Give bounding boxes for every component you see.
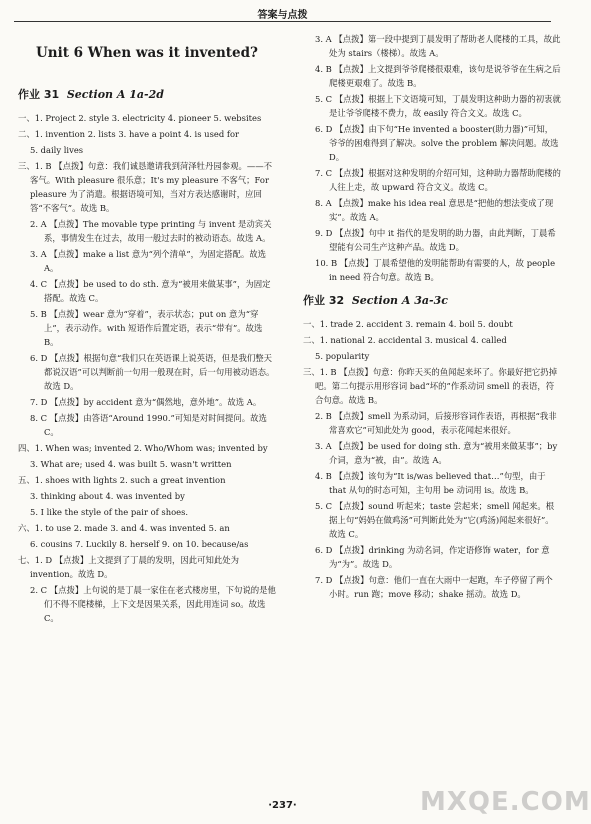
answer-line: 7. C 【点拨】根据对这种发明的介绍可知，这种助力器帮助爬楼的人往上走，故 upward 符合文义。故选 C。: [315, 168, 561, 192]
answer-line: 8. C 【点拨】由答语“Around 1990.”可知是对时间提问。故选 C。: [30, 413, 267, 437]
answer-line: 9. D 【点拨】句中 it 指代的是发明的助力器，由此判断，丁晨希望能有公司生产这种产品。故选 D。: [315, 228, 556, 252]
answer-line: 3. A 【点拨】be used for doing sth. 意为“被用来做某事”；by 介词，意为“被，由”。故选 A。: [315, 441, 558, 465]
answer-line: 10. B 【点拨】丁晨希望他的发明能帮助有需要的人，故 people in need 符合句意。故选 B。: [315, 258, 556, 282]
left-column: [18, 32, 276, 627]
section-heading-31: [18, 88, 276, 102]
section-32-title: Section A 3a-3c: [351, 294, 448, 307]
answer-line: 4. C 【点拨】be used to do sth. 意为“被用来做某事”，为固定搭配。故选 C。: [30, 279, 271, 303]
answer-line: 6. D 【点拨】根据句意“我们只在英语课上说英语，但是我们整天都说汉语”可以判断前一句用一般现在时，后一句用被动语态。故选 D。: [30, 353, 275, 391]
answer-line: 2. A 【点拨】The movable type printing 与 invent 是动宾关系，事情发生在过去，故用一般过去时的被动语态。故选 A。: [30, 219, 272, 243]
answer-line: 6. cousins 7. Luckily 8. herself 9. on 10. because/as: [30, 539, 249, 549]
right-answers-2: [303, 317, 561, 601]
unit-title: Unit 6 When was it invented?: [36, 45, 258, 61]
answer-line: 六、1. to use 2. made 3. and 4. was invented 5. an: [18, 523, 230, 533]
watermark: MXQE.COM: [420, 787, 591, 817]
page-header: 答案与点拨: [257, 10, 308, 21]
answer-line: 七、1. D 【点拨】上文提到了丁晨的发明，因此可知此处为 invention。故选 D。: [18, 555, 240, 579]
answer-line: 5. I like the style of the pair of shoes.: [30, 507, 189, 517]
answer-line: 5. popularity: [315, 351, 370, 361]
section-32-label: 作业 32: [303, 294, 345, 307]
answer-line: 6. D 【点拨】由下句“He invented a booster(助力器)”可知，爷爷的困难得到了解决。solve the problem 解决问题。故选 D。: [315, 124, 559, 162]
answer-line: 一、1. Project 2. style 3. electricity 4. pioneer 5. websites: [18, 113, 262, 123]
answer-line: 3. A 【点拨】make a list 意为“列个清单”，为固定搭配。故选 A。: [30, 249, 267, 273]
answer-line: 5. C 【点拨】sound 听起来；taste 尝起来；smell 闻起来。根据上句“妈妈在做鸡汤”可判断此处为“它(鸡汤)闻起来很好”。故选 C。: [315, 501, 555, 539]
header-rule: [14, 21, 551, 22]
answer-line: 二、1. invention 2. lists 3. have a point 4. is used for: [18, 129, 239, 139]
answer-line: 一、1. trade 2. accident 3. remain 4. boil 5. doubt: [303, 319, 513, 329]
answer-line: 4. B 【点拨】该句为“It is/was believed that…”句型，由于 that 从句的时态可知，主句用 be 动词用 is。故选 B。: [315, 471, 546, 495]
answer-line: 三、1. B 【点拨】句意：你昨天买的鱼闻起来坏了。你最好把它扔掉吧。第二句提示用形容词 bad“坏的”作系动词 smell 的表语，符合句意。故选 B。: [303, 367, 557, 405]
answer-line: 8. A 【点拨】make his idea real 意思是“把他的想法变成了现实”。故选 A。: [315, 198, 554, 222]
answer-line: 5. daily lives: [30, 145, 84, 155]
answer-line: 5. C 【点拨】根据上下文语境可知，丁晨发明这种助力器的初衷就是让爷爷爬楼不费力，故 easily 符合文义。故选 C。: [315, 94, 561, 118]
section-31-title: Section A 1a-2d: [66, 88, 164, 101]
answer-line: 四、1. When was; invented 2. Who/Whom was; invented by: [18, 443, 268, 453]
section-heading-32: [303, 294, 561, 308]
answer-line: 2. B 【点拨】smell 为系动词，后接形容词作表语，再根据“我非常喜欢它”可知此处为 good，表示花闻起来很好。: [315, 411, 557, 435]
answer-line: 6. D 【点拨】drinking 为动名词，作定语修饰 water，for 意为“为”。故选 D。: [315, 545, 550, 569]
answer-line: 五、1. shoes with lights 2. such a great invention: [18, 475, 226, 485]
answer-line: 3. thinking about 4. was invented by: [30, 491, 185, 501]
answer-line: 5. B 【点拨】wear 意为“穿着”，表示状态；put on 意为“穿上”，表示动作。with 短语作后置定语，表示“带有”。故选 B。: [30, 309, 263, 347]
answer-line: 三、1. B 【点拨】句意：我们诚恳邀请我到菏泽牡丹园参观。——不客气。With pleasure 很乐意；It's my pleasure 不客气；For pleasure 为了消遣。根据语境可知，当对方表达感谢时，应回答“不客气”。故选 B。: [18, 161, 272, 213]
answer-line: 7. D 【点拨】句意：他们一直在大雨中一起跑，车子停留了两个小时。run 跑；move 移动；shake 摇动。故选 D。: [315, 575, 553, 599]
section-31-label: 作业 31: [18, 88, 60, 101]
answer-line: 7. D 【点拨】by accident 意为“偶然地，意外地”。故选 A。: [30, 397, 262, 407]
left-answers: [18, 111, 276, 625]
answer-line: 2. C 【点拨】上句说的是丁晨一家住在老式楼房里，下句说的是他们不得不爬楼梯，上下文是因果关系，因此用连词 so。故选 C。: [30, 585, 276, 623]
right-answers-1: [303, 32, 561, 284]
right-column: [303, 32, 561, 603]
answer-line: 二、1. national 2. accidental 3. musical 4. called: [303, 335, 507, 345]
answer-line: 3. What are; used 4. was built 5. wasn't written: [30, 459, 232, 469]
answer-line: 3. A 【点拨】第一段中提到丁晨发明了帮助老人爬楼的工具，故此处为 stairs（楼梯）。故选 A。: [315, 34, 561, 58]
answer-line: 4. B 【点拨】上文提到爷爷爬楼很艰难，该句是说爷爷在生病之后爬楼更艰难了。故选 B。: [315, 64, 561, 88]
page-number: ·237·: [268, 800, 297, 811]
